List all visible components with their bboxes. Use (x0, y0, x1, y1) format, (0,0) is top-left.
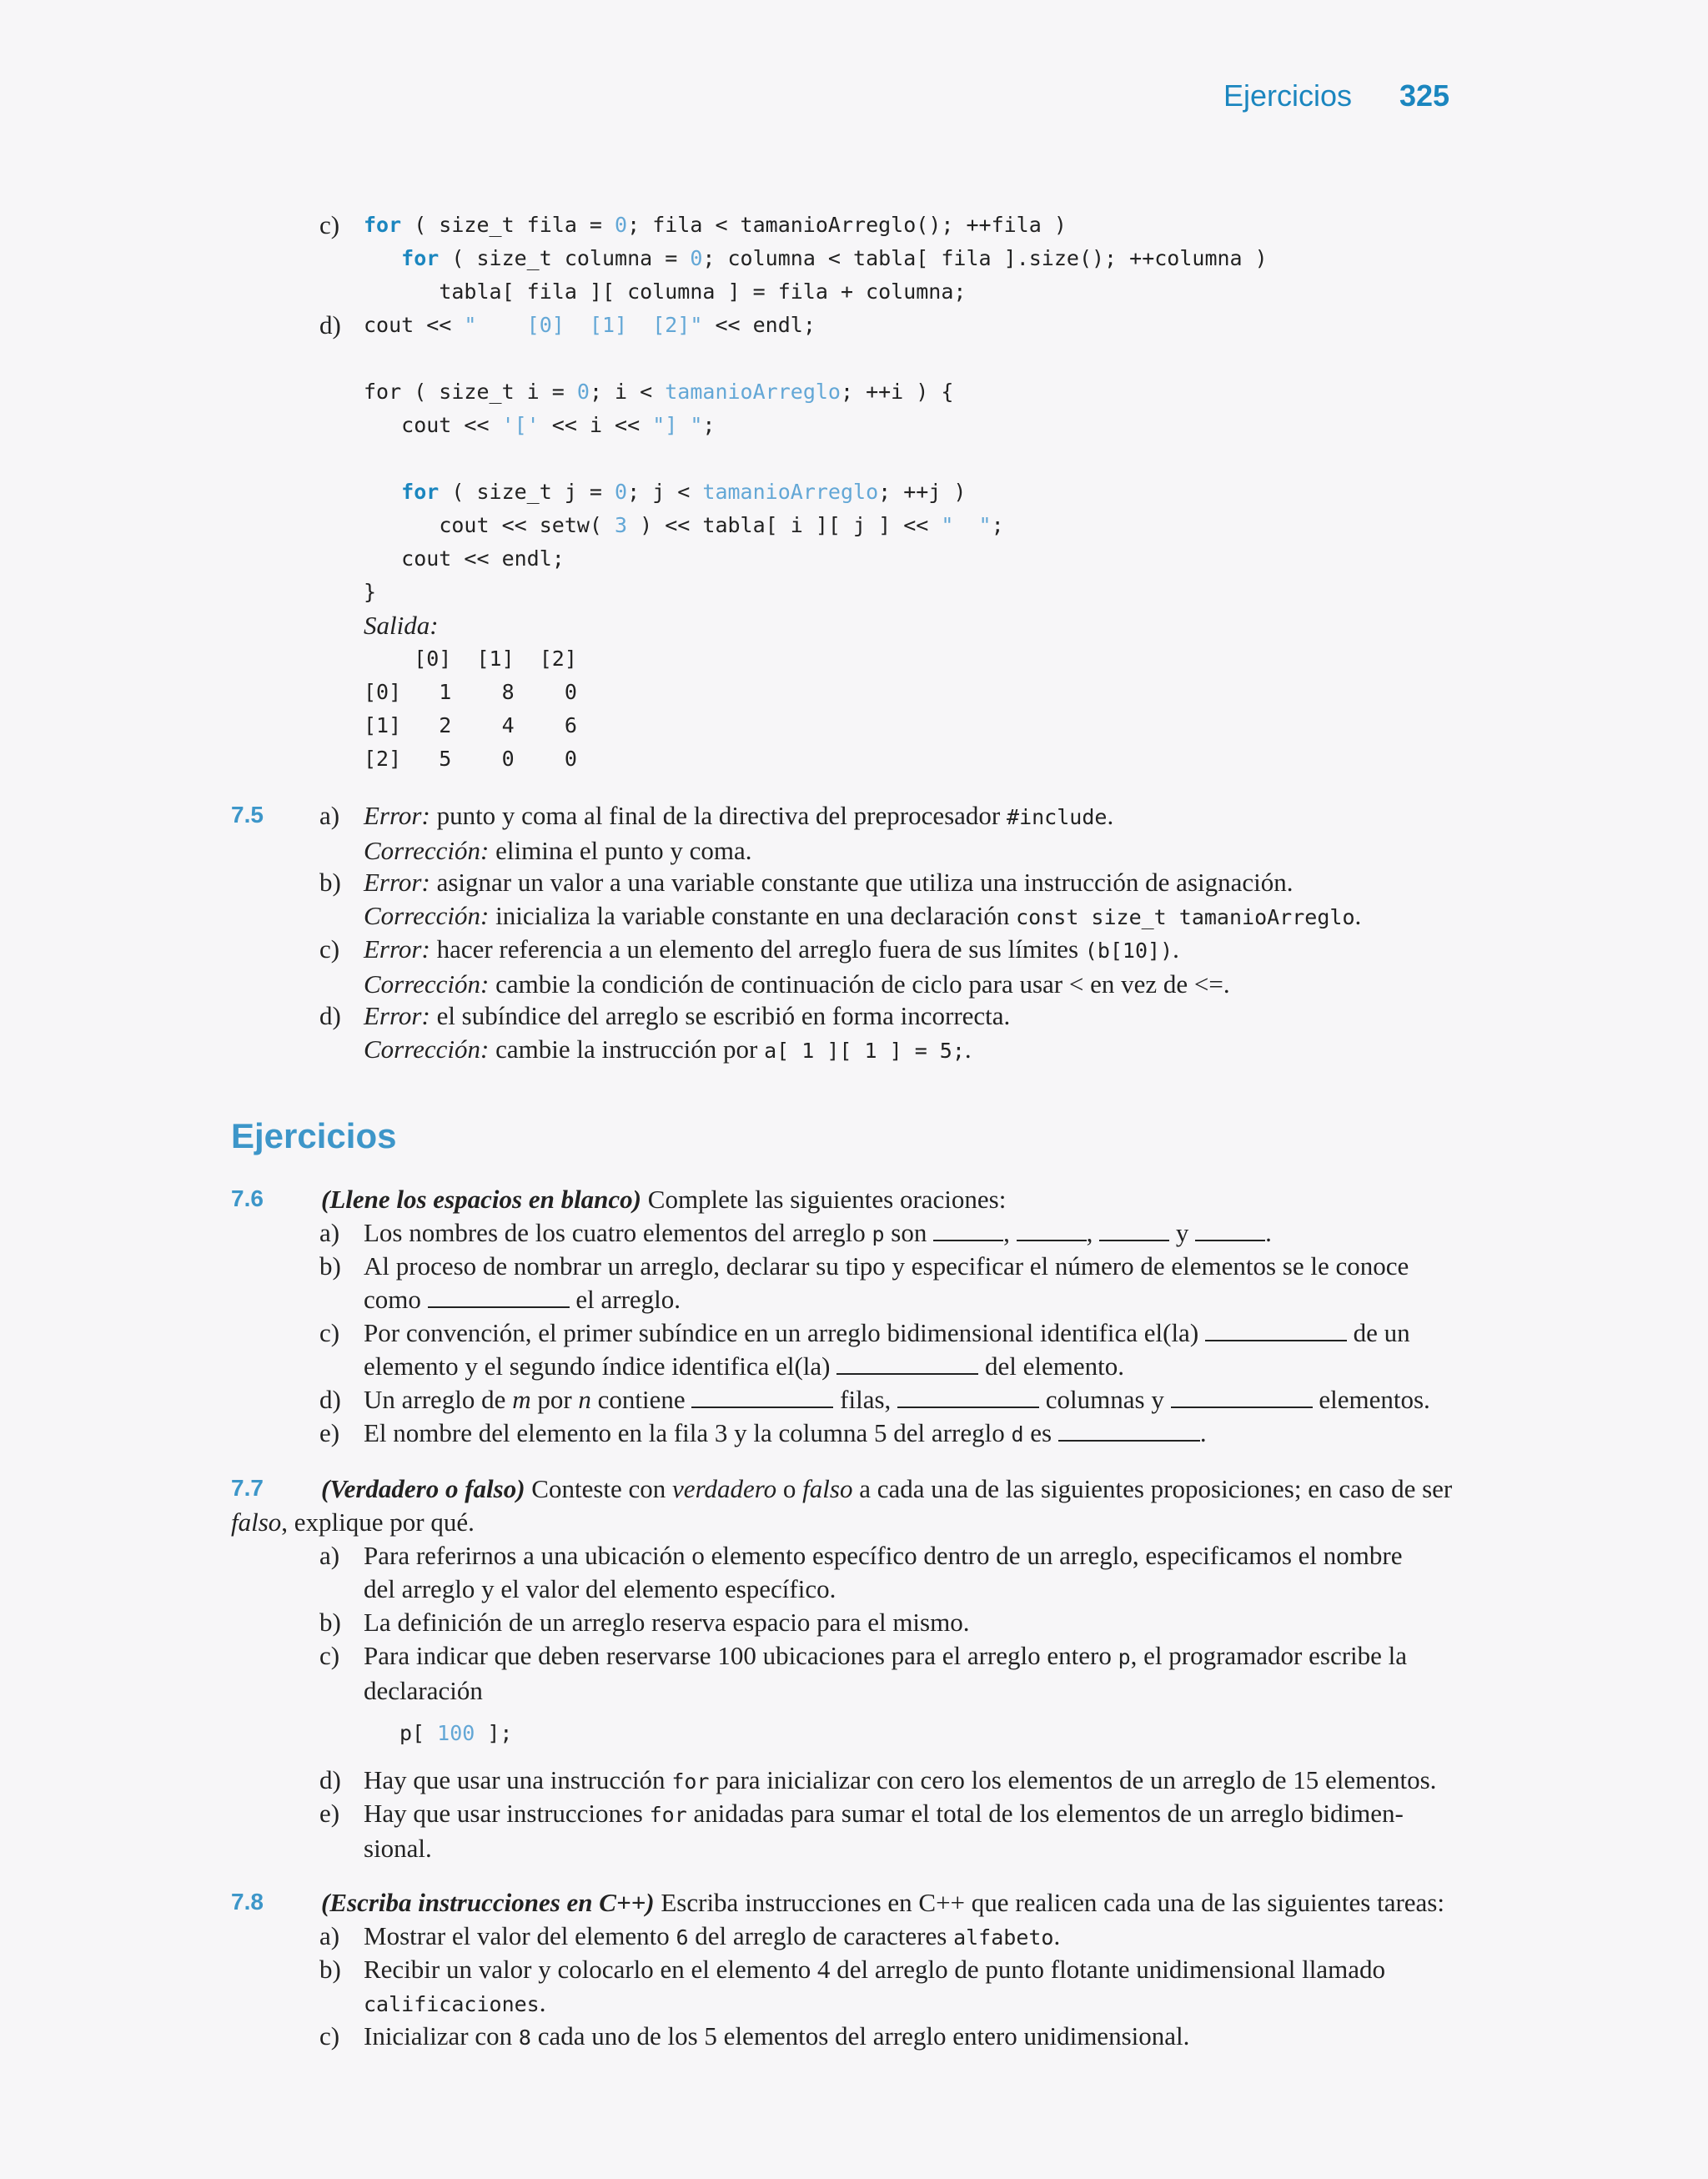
exercise-7-8-intro: (Escriba instrucciones en C++) Escriba instrucciones en C++ que realicen cada una de las siguientes tareas: (321, 1888, 1444, 1917)
item-label-d: d) (319, 310, 341, 340)
declaration-code: p[ 100 ]; (399, 1721, 513, 1745)
exercise-7-8-a: a) Mostrar el valor del elemento 6 del arreglo de caracteres alfabeto. (319, 1921, 1061, 1950)
exercise-number-7-6: 7.6 (231, 1185, 264, 1211)
code-line: cout << '[' << i << "] "; (401, 413, 716, 437)
exercise-7-6-b: b) Al proceso de nombrar un arreglo, declarar su tipo y especificar el número de elementos se le conoce como el arreglo. (319, 1251, 1409, 1314)
exercise-7-6-d: d) Un arreglo de m por n contiene filas, columnas y elementos. (319, 1385, 1430, 1414)
exercise-7-7-b: b) La definición de un arreglo reserva espacio para el mismo. (319, 1608, 970, 1637)
exercise-7-6-intro: (Llene los espacios en blanco) Complete las siguientes oraciones: (321, 1185, 1007, 1214)
output-row: [0] [1] [2] (364, 647, 577, 671)
code-line: cout << endl; (401, 546, 565, 571)
exercise-7-6-a: a) Los nombres de los cuatro elementos del arreglo p son , , y . (319, 1218, 1272, 1247)
item-label-c: c) (319, 210, 340, 239)
exercise-7-7-a: a) Para referirnos a una ubicación o elemento específico dentro de un arreglo, especificamos el nombre del arreglo y el valor del elemento específico. (319, 1541, 1403, 1603)
exercise-number-7-8: 7.8 (231, 1889, 264, 1915)
exercise-7-7-intro: (Verdadero o falso) Conteste con verdadero o falso a cada una de las siguientes proposiciones; en caso de ser (321, 1474, 1453, 1503)
exercise-7-5-c: c) Error: hacer referencia a un elemento del arreglo fuera de sus límites (b[10]). Corrección: cambie la condición de continuación de ciclo para usar < en vez de <=. (319, 934, 1230, 999)
exercise-7-5-d: d) Error: el subíndice del arreglo se escribió en forma incorrecta. Corrección: cambie la instrucción por a[ 1 ][ 1 ] = 5;. (319, 1001, 1011, 1064)
exercise-7-7-intro-cont: falso, explique por qué. (231, 1507, 475, 1537)
code-line: } (364, 580, 377, 604)
exercise-7-7-e: e) Hay que usar instrucciones for anidadas para sumar el total de los elementos de un arreglo bidimen- sional. (319, 1799, 1404, 1863)
code-line: cout << " [0] [1] [2]" << endl; (364, 313, 816, 337)
output-row: [0] 1 8 0 (364, 680, 577, 704)
output-row: [1] 2 4 6 (364, 713, 577, 737)
exercise-7-6-c: c) Por convención, el primer subíndice en un arreglo bidimensional identifica el(la) de un elemento y el segundo índice identifica el(la) del elemento. (319, 1318, 1410, 1381)
exercise-number-7-5: 7.5 (231, 802, 264, 828)
code-line: for ( size_t columna = 0; columna < tabla[ fila ].size(); ++columna ) (401, 246, 1268, 270)
running-header-title: Ejercicios (1223, 78, 1353, 113)
section-title: Ejercicios (231, 1116, 397, 1155)
code-line: for ( size_t j = 0; j < tamanioArreglo; ++j ) (401, 480, 967, 504)
exercise-7-5-b: b) Error: asignar un valor a una variable constante que utiliza una instrucción de asignación. Corrección: inicializa la variable constante en una declaración const size_t tamanioArreglo. (319, 868, 1362, 930)
output-label: Salida: (364, 611, 439, 640)
page-number: 325 (1399, 78, 1450, 113)
exercise-7-6-e: e) El nombre del elemento en la fila 3 y la columna 5 del arreglo d es . (319, 1418, 1207, 1447)
exercise-7-8-b: b) Recibir un valor y colocarlo en el elemento 4 del arreglo de punto flotante unidimensional llamado calificaciones. (319, 1955, 1385, 2017)
exercise-7-7-d: d) Hay que usar una instrucción for para inicializar con cero los elementos de un arreglo de 15 elementos. (319, 1765, 1437, 1794)
code-line: cout << setw( 3 ) << tabla[ i ][ j ] << " "; (439, 513, 1004, 537)
code-block-d (364, 309, 1004, 609)
exercise-7-5-a: a) Error: punto y coma al final de la directiva del preprocesador #include. Corrección: elimina el punto y coma. (319, 801, 1114, 865)
code-line: for ( size_t fila = 0; fila < tamanioArreglo(); ++fila ) (364, 213, 1067, 237)
output-table (364, 642, 577, 776)
code-line: for ( size_t i = 0; i < tamanioArreglo; ++i ) { (364, 380, 954, 404)
output-row: [2] 5 0 0 (364, 747, 577, 771)
code-block-c (364, 209, 1268, 309)
exercise-7-8-c: c) Inicializar con 8 cada uno de los 5 elementos del arreglo entero unidimensional. (319, 2021, 1190, 2051)
exercise-7-7-c: c) Para indicar que deben reservarse 100 ubicaciones para el arreglo entero p, el programador escribe la declaración (319, 1641, 1408, 1705)
exercise-number-7-7: 7.7 (231, 1475, 264, 1501)
code-line: tabla[ fila ][ columna ] = fila + columna; (439, 279, 967, 304)
